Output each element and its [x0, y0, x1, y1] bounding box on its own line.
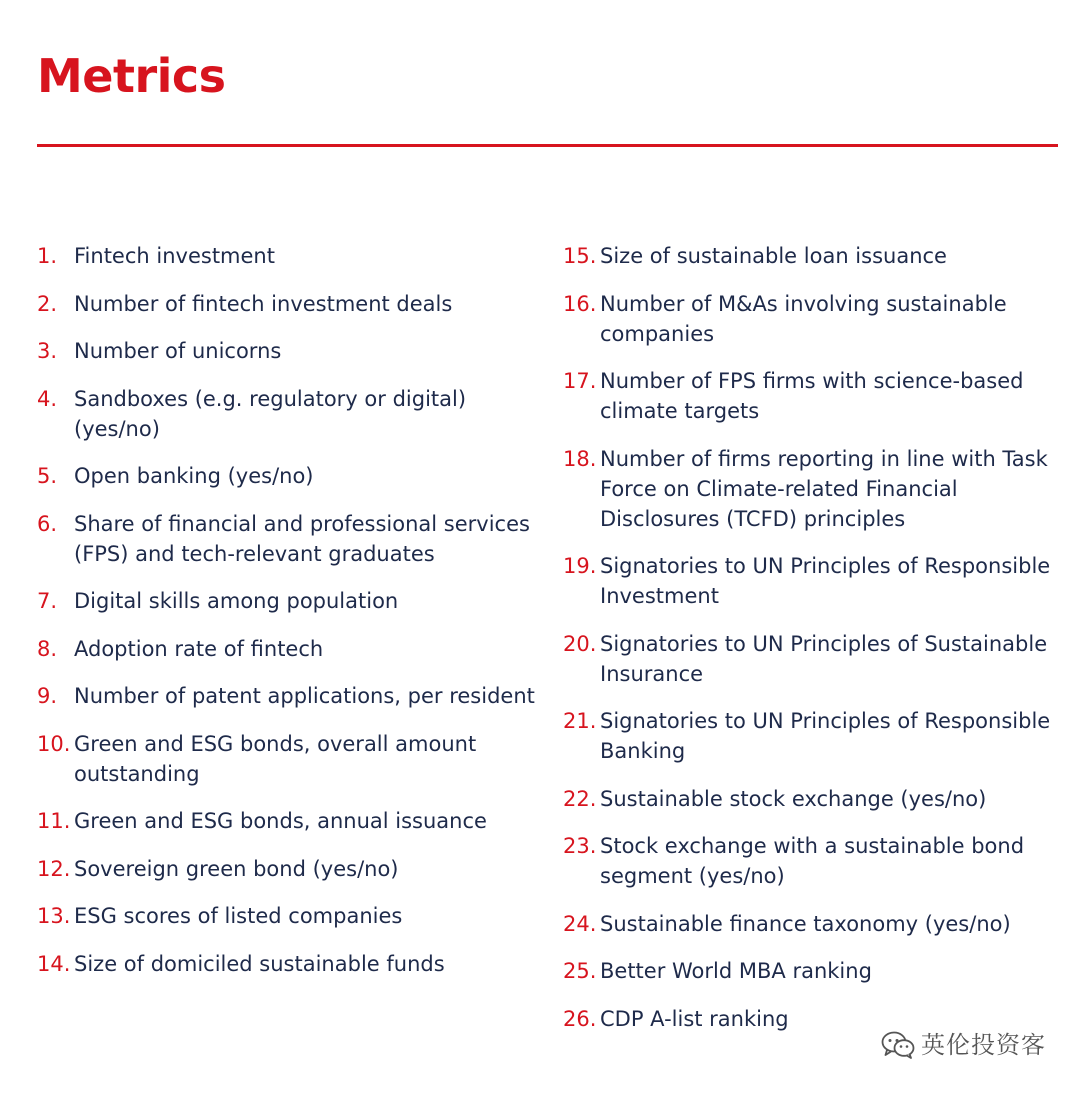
- item-number: 10.: [37, 731, 71, 756]
- item-text: Share of financial and professional services (FPS) and tech-relevant graduates: [74, 511, 530, 566]
- item-number: 8.: [37, 636, 58, 661]
- item-text: Number of fintech investment deals: [74, 291, 453, 316]
- watermark: [881, 1030, 1046, 1060]
- metrics-list-right: [563, 241, 1063, 1051]
- item-text: ESG scores of listed companies: [74, 904, 403, 928]
- list-item: [37, 949, 537, 979]
- item-text: Sovereign green bond (yes/no): [74, 856, 399, 881]
- item-number: 14.: [37, 951, 71, 976]
- list-item: [563, 1004, 1063, 1034]
- list-item: [563, 909, 1063, 939]
- item-number: 19.: [563, 554, 597, 578]
- item-text: Size of domiciled sustainable funds: [74, 951, 445, 976]
- item-number: 22.: [563, 786, 597, 811]
- item-text: Number of M&As involving sustainable companies: [600, 291, 1007, 346]
- item-number: 5.: [37, 464, 58, 488]
- item-text: Green and ESG bonds, overall amount outstanding: [74, 731, 477, 786]
- list-item: [563, 784, 1063, 814]
- list-item: [37, 901, 537, 931]
- list-item: [563, 444, 1063, 534]
- item-number: 13.: [37, 904, 71, 928]
- list-item: [563, 551, 1063, 611]
- list-item: [37, 461, 537, 491]
- item-number: 24.: [563, 911, 597, 936]
- item-number: 18.: [563, 446, 597, 471]
- item-text: Stock exchange with a sustainable bond segment (yes/no): [600, 834, 1025, 888]
- item-number: 7.: [37, 589, 58, 613]
- metrics-list-left: [37, 241, 537, 996]
- page-title: Metrics: [37, 49, 226, 103]
- item-text: Signatories to UN Principles of Sustainable Insurance: [600, 631, 1048, 686]
- item-text: CDP A-list ranking: [600, 1006, 789, 1031]
- list-item: [37, 289, 537, 319]
- item-number: 16.: [563, 291, 597, 316]
- list-item: [563, 706, 1063, 766]
- item-number: 6.: [37, 511, 58, 536]
- item-text: Sandboxes (e.g. regulatory or digital) (yes/no): [74, 386, 467, 441]
- item-number: 3.: [37, 339, 58, 363]
- list-item: [37, 634, 537, 664]
- title-divider: [37, 144, 1058, 147]
- item-number: 25.: [563, 959, 597, 983]
- list-item: [37, 384, 537, 444]
- item-number: 12.: [37, 856, 71, 881]
- item-text: Number of patent applications, per resident: [74, 684, 535, 708]
- item-text: Size of sustainable loan issuance: [600, 244, 947, 268]
- list-item: [37, 854, 537, 884]
- item-number: 2.: [37, 291, 58, 316]
- list-item: [37, 681, 537, 711]
- item-text: Fintech investment: [74, 244, 275, 268]
- item-text: Green and ESG bonds, annual issuance: [74, 809, 487, 833]
- list-item: [37, 806, 537, 836]
- list-item: [37, 729, 537, 789]
- list-item: [37, 509, 537, 569]
- item-text: Number of unicorns: [74, 339, 282, 363]
- list-item: [37, 586, 537, 616]
- list-item: [563, 956, 1063, 986]
- list-item: [563, 831, 1063, 891]
- item-number: 9.: [37, 684, 58, 708]
- list-item: [563, 241, 1063, 271]
- item-number: 4.: [37, 386, 58, 411]
- item-number: 26.: [563, 1006, 597, 1031]
- item-text: Digital skills among population: [74, 589, 399, 613]
- list-item: [563, 629, 1063, 689]
- item-number: 23.: [563, 834, 597, 858]
- item-text: Adoption rate of fintech: [74, 636, 324, 661]
- item-text: Sustainable stock exchange (yes/no): [600, 786, 987, 811]
- item-number: 15.: [563, 244, 597, 268]
- watermark-text: 英伦投资客: [921, 1031, 1046, 1059]
- item-text: Better World MBA ranking: [600, 959, 872, 983]
- item-text: Open banking (yes/no): [74, 464, 314, 488]
- list-item: [563, 289, 1063, 349]
- wechat-icon: [881, 1031, 915, 1059]
- item-text: Number of firms reporting in line with Task Force on Climate-related Financial Disclosures (TCFD) principles: [600, 446, 1048, 531]
- list-item: [37, 241, 537, 271]
- list-item: [563, 366, 1063, 426]
- item-text: Signatories to UN Principles of Responsible Banking: [600, 709, 1051, 763]
- item-number: 17.: [563, 369, 597, 393]
- item-text: Number of FPS firms with science-based climate targets: [600, 369, 1024, 423]
- item-number: 21.: [563, 709, 597, 733]
- item-text: Sustainable finance taxonomy (yes/no): [600, 911, 1011, 936]
- item-text: Signatories to UN Principles of Responsible Investment: [600, 554, 1051, 608]
- item-number: 11.: [37, 809, 71, 833]
- item-number: 1.: [37, 244, 58, 268]
- item-number: 20.: [563, 631, 597, 656]
- list-item: [37, 336, 537, 366]
